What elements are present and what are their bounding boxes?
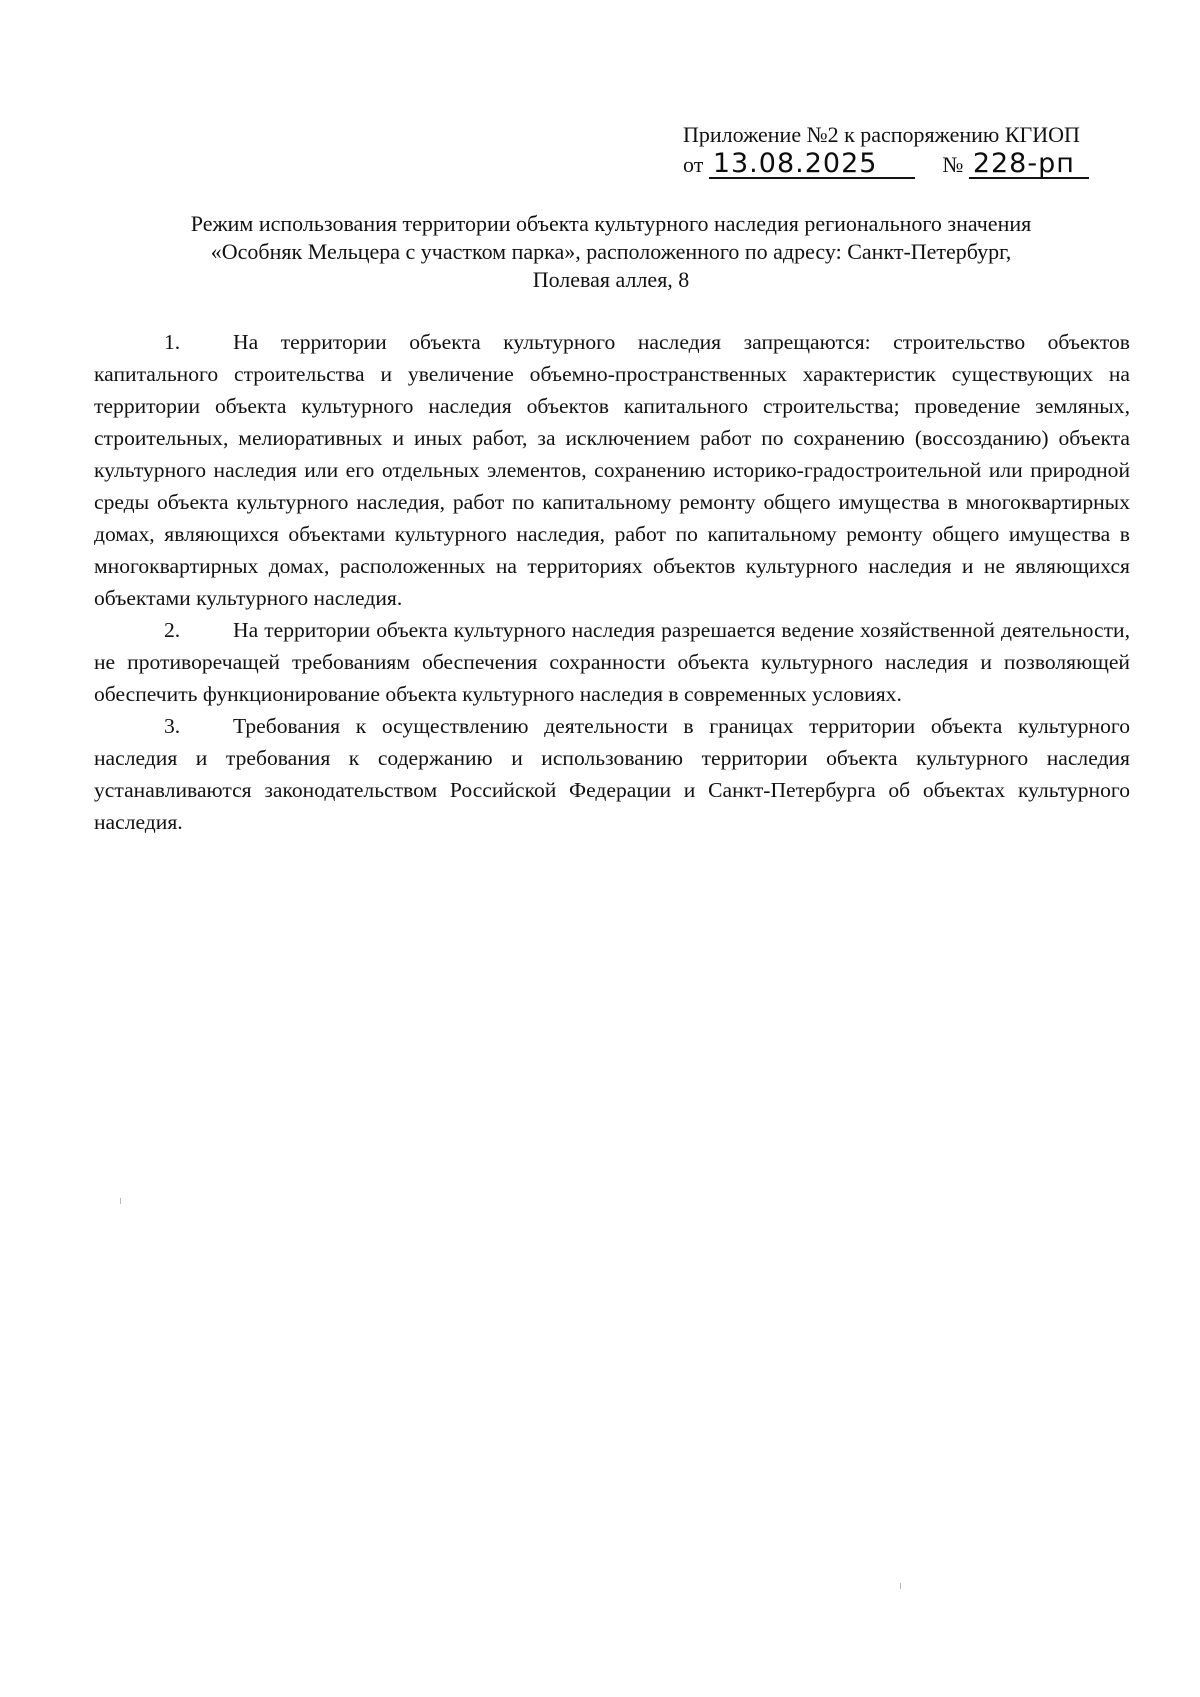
paragraph-text: На территории объекта культурного наследия запрещаются: строительство объектов капитального строительства и увеличение объемно-пространственных характеристик существующих на территории объекта культурного наследия объектов капитального строительства; проведение земляных, строительных, мелиоративных и иных работ, за исключением работ по сохранению (воссозданию) объекта культурного наследия или его отдельных элементов, сохранению историко-градостроительной или природной среды объекта культурного наследия, работ по капитальному ремонту общего имущества в многоквартирных домах, являющихся объектами культурного наследия, работ по капитальному ремонту общего имущества в многоквартирных домах, расположенных на территориях объектов культурного наследия и не являющихся объектами культурного наследия.: [94, 330, 1130, 610]
title-line: Режим использования территории объекта культурного наследия регионального значения: [190, 211, 1032, 236]
paragraph-1: [94, 326, 1130, 614]
document-title: [90, 210, 1132, 294]
scan-speck: [120, 1198, 121, 1204]
paragraph-text: На территории объекта культурного наследия разрешается ведение хозяйственной деятельности, не противоречащей требованиям обеспечения сохранности объекта культурного наследия и позволяющей обеспечить функционирование объекта культурного наследия в современных условиях.: [94, 618, 1130, 706]
appendix-header: [683, 120, 1131, 180]
appendix-title: Приложение №2 к распоряжению КГИОП: [683, 122, 1080, 147]
handwritten-date: 13.08.2025: [709, 151, 915, 179]
paragraph-2: [94, 614, 1130, 710]
title-line: Полевая аллея, 8: [532, 267, 690, 292]
paragraph-number: 1.: [164, 330, 181, 354]
scan-speck: [900, 1583, 901, 1589]
appendix-date-number-line: [683, 150, 1131, 180]
paragraph-number: 3.: [164, 714, 181, 738]
paragraph-number: 2.: [164, 618, 181, 642]
paragraph-3: [94, 710, 1130, 838]
handwritten-order-number: 228-рп: [969, 151, 1089, 179]
paragraph-text: Требования к осуществлению деятельности в границах территории объекта культурного наследия и требования к содержанию и использованию территории объекта культурного наследия устанавливаются законодательством Российской Федерации и Санкт-Петербурга об объектах культурного наследия.: [94, 714, 1130, 834]
document-body: [94, 326, 1130, 838]
date-prefix: от: [683, 152, 704, 177]
title-line: «Особняк Мельцера с участком парка», расположенного по адресу: Санкт-Петербург,: [210, 239, 1012, 264]
number-prefix: №: [942, 152, 964, 177]
